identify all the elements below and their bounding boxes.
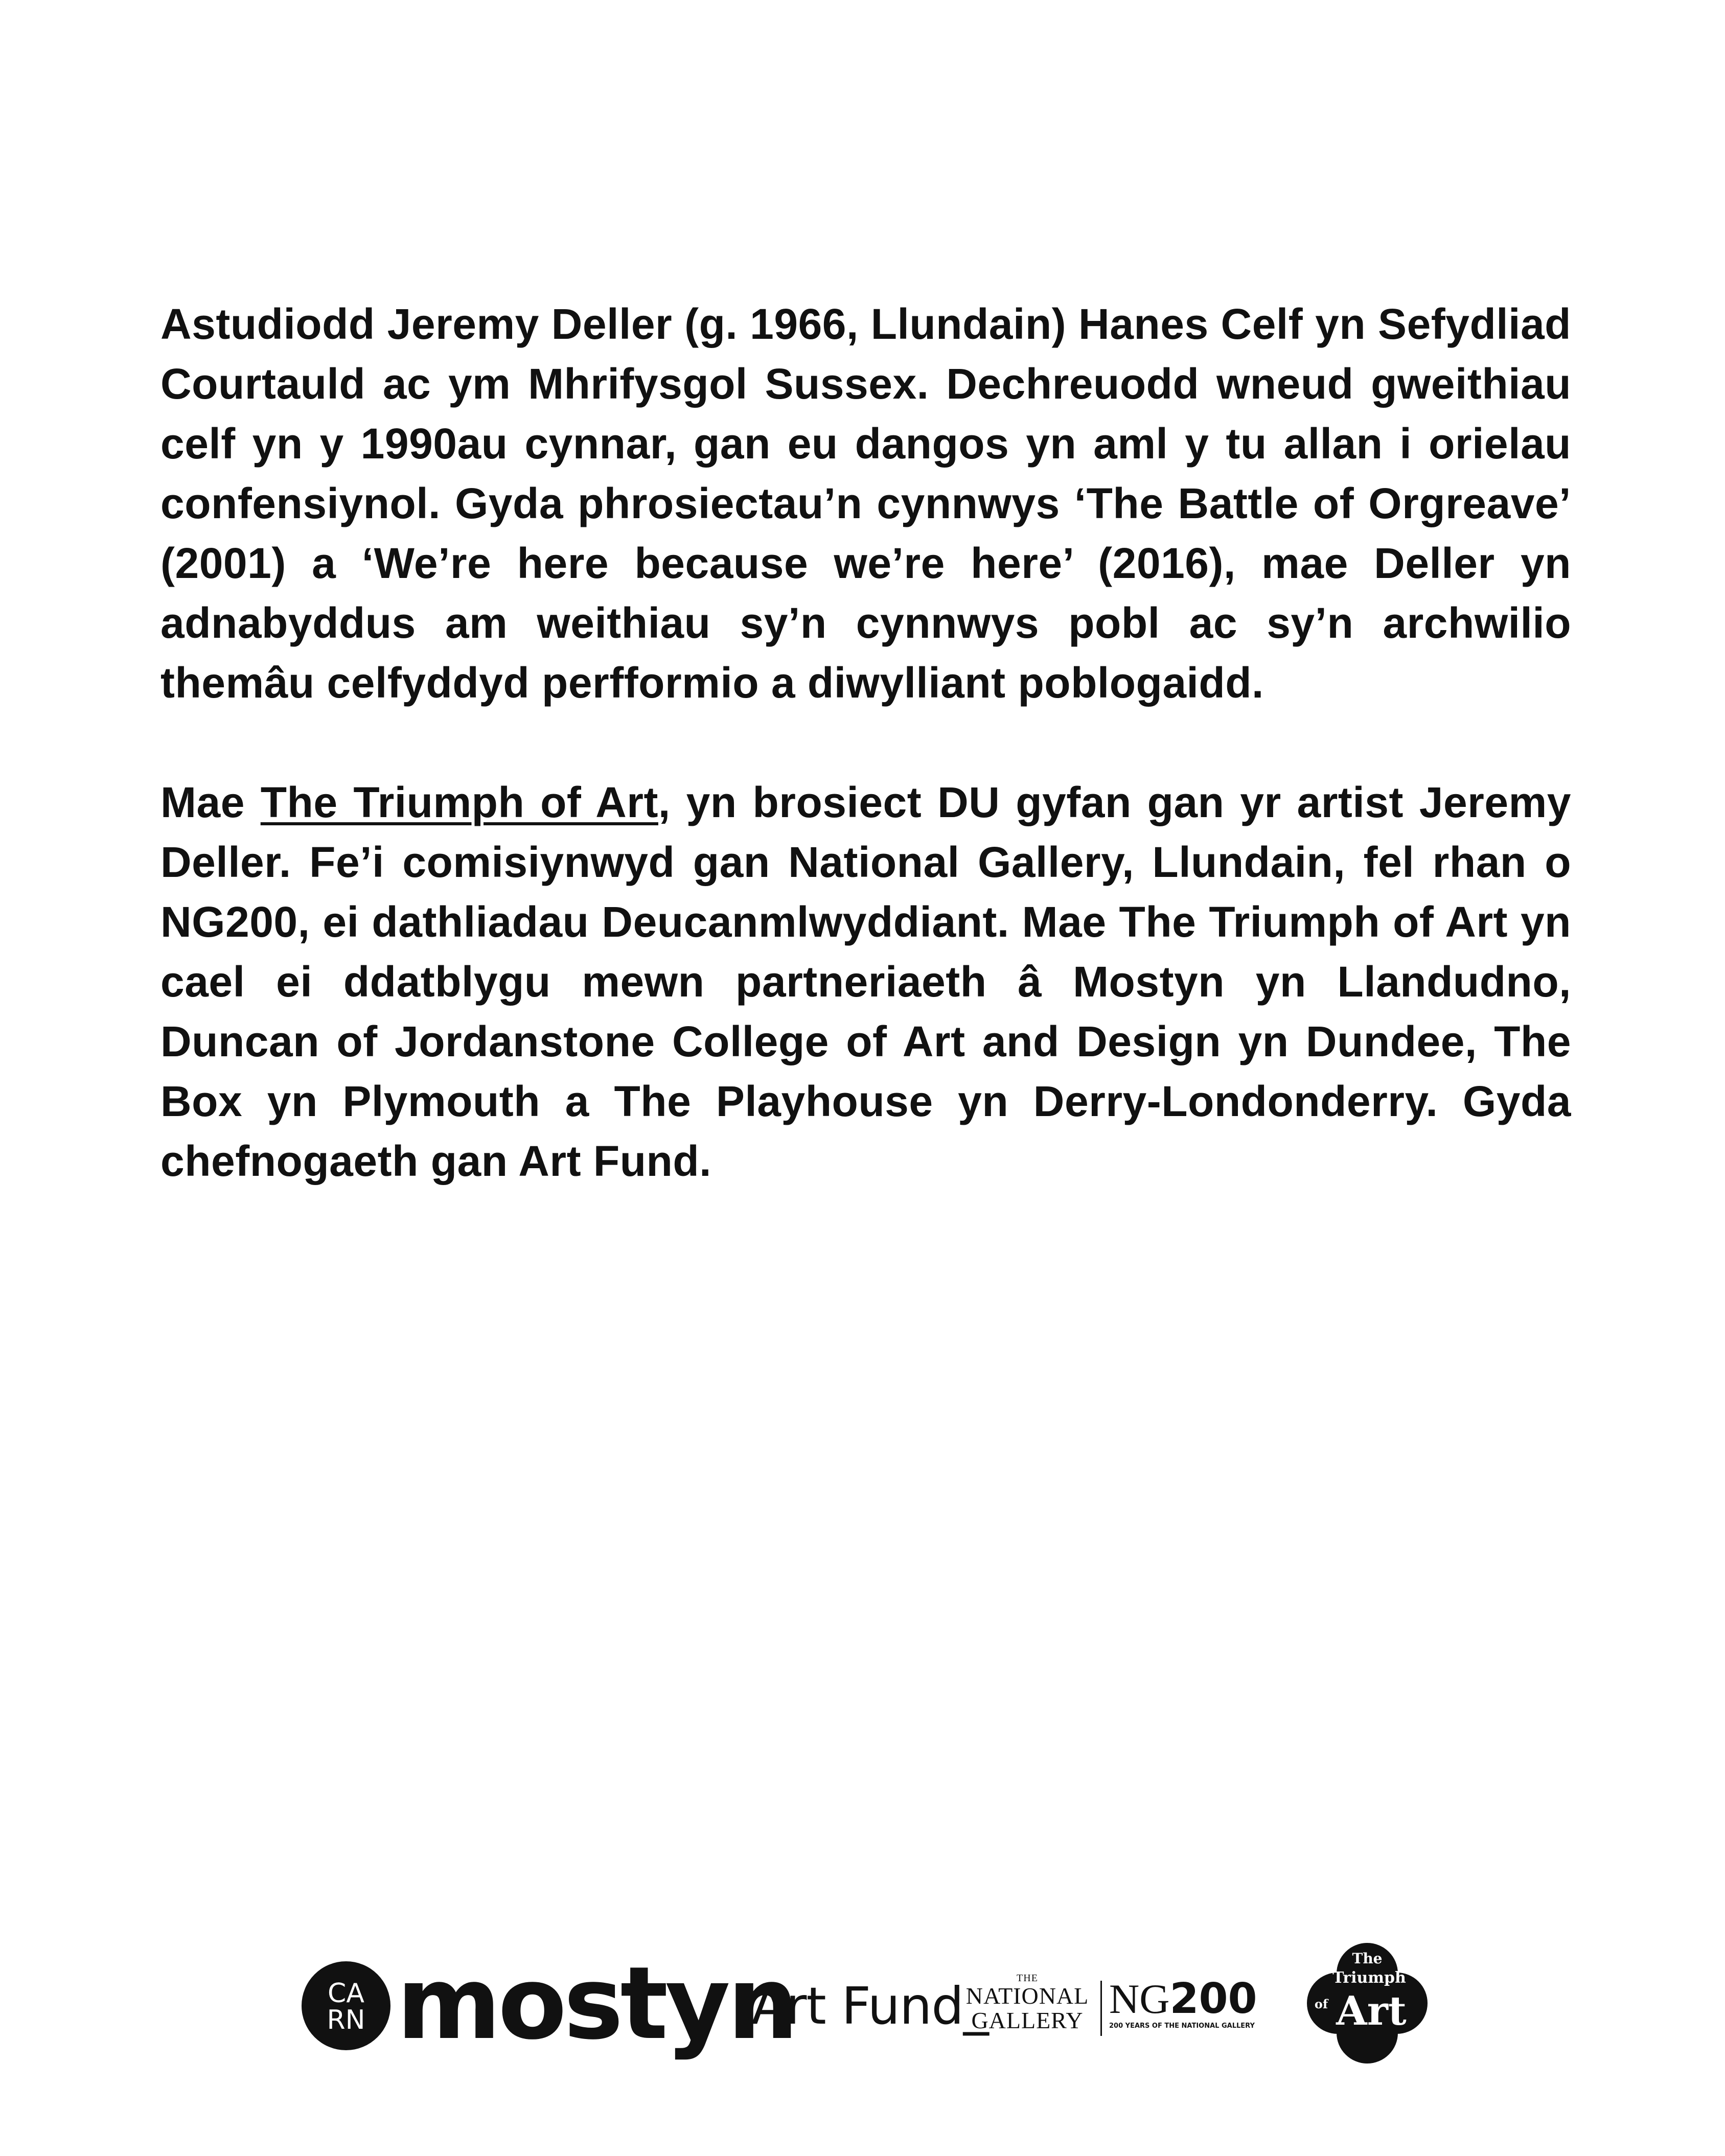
ng200-tagline: 200 YEARS OF THE NATIONAL GALLERY (1109, 2022, 1255, 2030)
carn-logo-bottom: RN (327, 2005, 365, 2035)
body-text (160, 294, 1571, 1191)
national-gallery-line1: NATIONAL (965, 1983, 1089, 2009)
triumph-logo-of: of (1314, 1997, 1328, 2011)
mostyn-logo: mostyn (397, 1945, 796, 2062)
project-paragraph (160, 773, 1571, 1191)
ng200-prefix: NG (1109, 1976, 1170, 2022)
national-gallery-logo (961, 1973, 1094, 2039)
artist-bio-paragraph: Astudiodd Jeremy Deller (g. 1966, Llundain) Hanes Celf yn Sefydliad Courtauld ac ym Mhrifysgol Sussex. Dechreuodd wneud gweithiau celf yn y 1990au cynnar, gan eu dangos yn aml y tu allan i orielau confensiynol. Gyda phrosiectau’n cynnwys ‘The Battle of Orgreave’ (2001) a ‘We’re here because we’re here’ (2016), mae Deller yn adnabyddus am weithiau sy’n cynnwys pobl ac sy’n archwilio themâu celfyddyd perfformio a diwylliant poblogaidd. (160, 300, 1571, 707)
project-paragraph-text: , yn brosiect DU gyfan gan yr artist Jeremy Deller. Fe’i comisiynwyd gan National Gallery, Llundain, fel rhan o NG200, ei dathliadau Deucanmlwyddiant. Mae The Triumph of Art yn cael ei ddatblygu mewn partneriaeth â Mostyn yn Llandudno, Duncan of Jordanstone College of Art and Design yn Dundee, The Box yn Plymouth a The Playhouse yn Derry-Londonderry. Gyda chefnogaeth gan Art Fund. (160, 778, 1571, 1185)
partner-logos (302, 1937, 1452, 2070)
carn-logo-top: CA (328, 1978, 364, 2009)
triumph-logo-triumph: Triumph (1332, 1969, 1406, 1987)
triumph-logo-the: The (1352, 1950, 1383, 1967)
national-gallery-the: THE (1017, 1973, 1038, 1984)
triumph-of-art-logo (1301, 1937, 1434, 2070)
ng200-number: 200 (1169, 1975, 1257, 2023)
triumph-logo-art: Art (1336, 1988, 1407, 2034)
triumph-of-art-link[interactable]: The Triumph of Art (260, 778, 658, 826)
national-gallery-line2: GALLERY (971, 2007, 1084, 2033)
project-paragraph-prefix: Mae (160, 778, 261, 826)
carn-logo (302, 1961, 390, 2050)
logo-divider (1100, 1981, 1102, 2036)
ng200-logo (1109, 1977, 1262, 2043)
art-fund-logo: Art Fund_ (751, 1976, 988, 2036)
ng200-wordmark (1109, 1977, 1262, 2022)
